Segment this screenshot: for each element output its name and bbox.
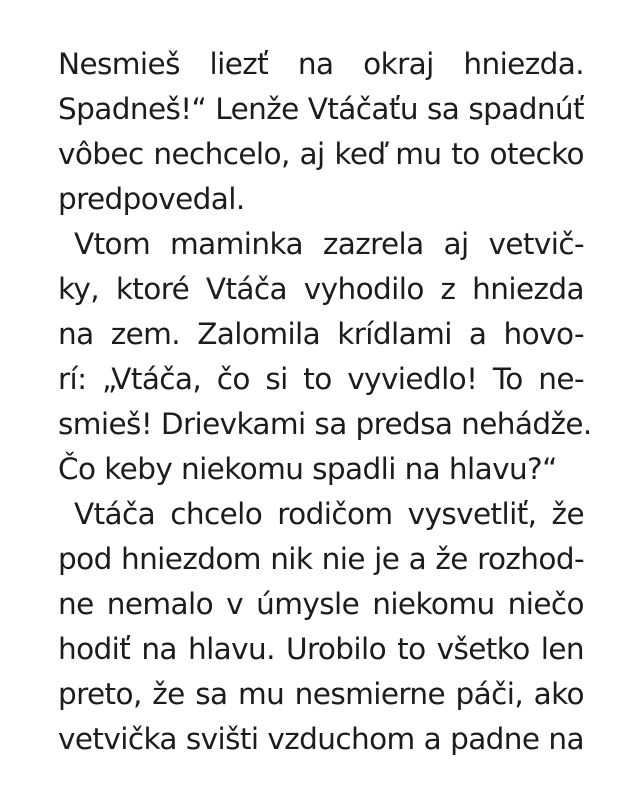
text-line: Spadneš!“ Lenže Vtáčaťu sa spadnúť [58, 92, 584, 126]
text-line: smieš! Drievkami sa predsa nehádže. [58, 407, 592, 441]
paragraph-3 [58, 492, 584, 762]
text-line: Nesmieš liezť na okraj hniezda. [58, 47, 584, 81]
text-line: Vtáča chcelo rodičom vysvetliť, že [74, 497, 584, 531]
text-line: predpovedal. [58, 182, 245, 216]
text-line: preto, že sa mu nesmierne páči, ako [58, 677, 584, 711]
text-line: hodiť na hlavu. Urobilo to všetko len [58, 632, 584, 666]
text-line: Vtom maminka zazrela aj vetvič- [74, 227, 584, 261]
text-line: rí: „Vtáča, čo si to vyviedlo! To ne- [58, 362, 584, 396]
paragraph-2 [58, 222, 592, 492]
text-line: na zem. Zalomila krídlami a hovo- [58, 317, 584, 351]
text-line: vôbec nechcelo, aj keď mu to otecko [58, 137, 584, 171]
paragraph-1 [58, 42, 584, 222]
text-line: Čo keby niekomu spadli na hlavu?“ [58, 452, 557, 486]
book-page-text [58, 42, 592, 762]
text-line: ne nemalo v úmysle niekomu niečo [58, 587, 584, 621]
text-line: ky, ktoré Vtáča vyhodilo z hniezda [58, 272, 584, 306]
text-line: pod hniezdom nik nie je a že rozhod- [58, 542, 584, 576]
text-line: vetvička svišti vzduchom a padne na [58, 722, 584, 756]
